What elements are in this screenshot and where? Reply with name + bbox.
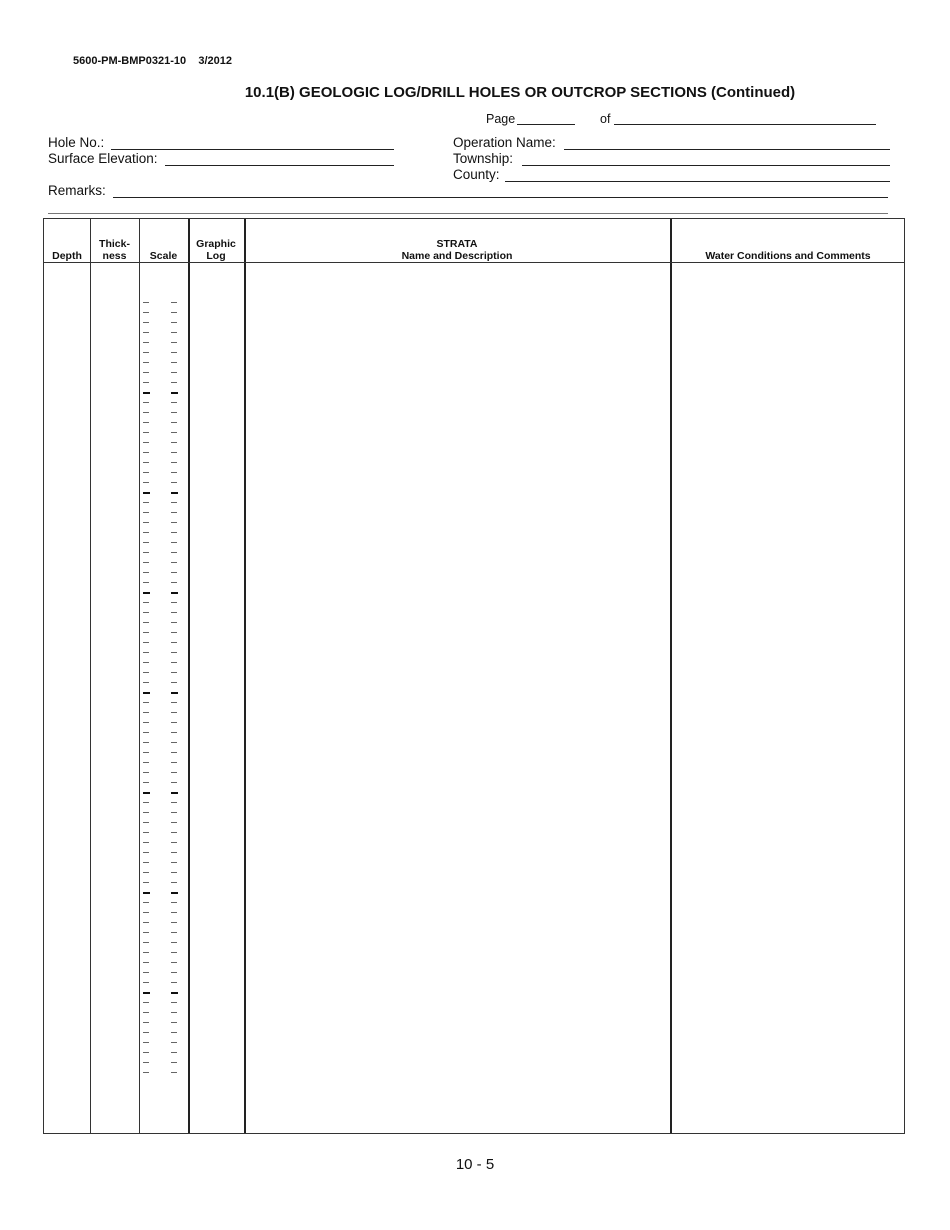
scale-tick	[143, 752, 149, 753]
scale-tick	[143, 502, 149, 503]
scale-tick	[143, 1012, 149, 1013]
scale-tick	[143, 392, 150, 394]
scale-tick	[143, 932, 149, 933]
scale-tick	[171, 662, 177, 663]
column-header-thickness	[90, 238, 139, 262]
scale-tick	[143, 412, 149, 413]
header-line-2: Log	[206, 250, 226, 262]
scale-tick	[171, 462, 177, 463]
header-line-2: ness	[102, 250, 127, 262]
scale-tick	[143, 562, 149, 563]
scale-tick	[143, 1022, 149, 1023]
column-divider	[139, 219, 140, 1133]
scale-tick	[171, 912, 177, 913]
column-divider	[188, 219, 190, 1133]
scale-tick	[143, 1032, 149, 1033]
scale-tick	[171, 742, 177, 743]
scale-tick	[171, 572, 177, 573]
scale-tick	[171, 902, 177, 903]
scale-tick	[171, 342, 177, 343]
scale-tick	[143, 482, 149, 483]
scale-tick	[143, 462, 149, 463]
scale-tick	[171, 792, 178, 794]
of-field[interactable]	[614, 111, 876, 125]
scale-tick	[171, 762, 177, 763]
scale-tick	[171, 452, 177, 453]
scale-tick	[171, 862, 177, 863]
scale-tick	[171, 362, 177, 363]
scale-tick	[143, 592, 150, 594]
scale-tick	[171, 882, 177, 883]
scale-tick	[171, 432, 177, 433]
scale-tick	[171, 682, 177, 683]
scale-tick	[143, 812, 149, 813]
scale-tick	[171, 392, 178, 394]
column-divider	[670, 219, 672, 1133]
scale-tick	[171, 1002, 177, 1003]
scale-tick	[143, 522, 149, 523]
scale-tick	[143, 332, 149, 333]
column-divider	[90, 219, 91, 1133]
scale-tick	[143, 902, 149, 903]
scale-tick	[171, 382, 177, 383]
scale-tick	[171, 622, 177, 623]
scale-tick	[171, 1022, 177, 1023]
scale-tick	[171, 942, 177, 943]
of-label: of	[600, 112, 611, 126]
scale-tick	[171, 722, 177, 723]
surface-elevation-field[interactable]	[165, 151, 394, 166]
county-field[interactable]	[505, 167, 890, 182]
scale-tick	[143, 882, 149, 883]
header-line-1: STRATA	[436, 238, 478, 250]
scale-tick	[143, 772, 149, 773]
scale-tick	[143, 702, 149, 703]
township-field[interactable]	[522, 151, 890, 166]
scale-tick	[171, 872, 177, 873]
scale-tick	[143, 542, 149, 543]
scale-tick	[143, 342, 149, 343]
scale-tick	[171, 672, 177, 673]
scale-tick	[143, 952, 149, 953]
scale-tick	[143, 612, 149, 613]
scale-tick	[171, 512, 177, 513]
scale-tick	[171, 442, 177, 443]
scale-tick	[171, 472, 177, 473]
scale-tick	[171, 312, 177, 313]
scale-tick	[171, 692, 178, 694]
column-header-strata	[244, 238, 670, 262]
column-header-graphic-log	[188, 238, 244, 262]
header-line-1	[44, 238, 90, 250]
township-label: Township:	[453, 151, 514, 166]
scale-tick	[143, 732, 149, 733]
scale-tick	[171, 982, 177, 983]
scale-tick	[143, 992, 150, 994]
scale-tick	[143, 1042, 149, 1043]
scale-tick	[143, 432, 149, 433]
scale-tick	[171, 1062, 177, 1063]
scale-tick	[171, 632, 177, 633]
scale-tick	[143, 662, 149, 663]
scale-tick	[143, 962, 149, 963]
scale-tick	[171, 962, 177, 963]
scale-tick	[171, 842, 177, 843]
scale-tick	[143, 472, 149, 473]
scale-tick	[143, 692, 150, 694]
scale-tick	[171, 732, 177, 733]
scale-tick	[171, 592, 178, 594]
scale-tick	[143, 672, 149, 673]
scale-tick	[143, 422, 149, 423]
scale-tick	[143, 512, 149, 513]
operation-name-label: Operation Name:	[453, 135, 556, 150]
scale-tick	[143, 682, 149, 683]
column-header-scale	[139, 238, 188, 262]
scale-tick	[171, 702, 177, 703]
scale-tick	[143, 1062, 149, 1063]
scale-tick	[171, 412, 177, 413]
scale-tick	[143, 302, 149, 303]
scale-tick	[143, 872, 149, 873]
scale-tick	[143, 362, 149, 363]
column-divider	[244, 219, 246, 1133]
form-title: 10.1(B) GEOLOGIC LOG/DRILL HOLES OR OUTCROP SECTIONS (Continued)	[244, 84, 796, 101]
page-field[interactable]	[517, 111, 575, 125]
scale-tick	[143, 372, 149, 373]
scale-tick	[143, 622, 149, 623]
header-line-2: Name and Description	[401, 250, 513, 262]
county-label: County:	[453, 167, 500, 182]
scale-tick	[171, 492, 178, 494]
operation-name-field[interactable]	[564, 135, 890, 150]
remarks-field-line-2[interactable]	[48, 213, 888, 214]
scale-tick	[171, 642, 177, 643]
header-row-divider	[44, 262, 904, 263]
scale-tick	[143, 762, 149, 763]
scale-tick	[143, 852, 149, 853]
scale-tick	[143, 452, 149, 453]
scale-tick	[143, 322, 149, 323]
header-line-1	[139, 238, 188, 250]
scale-tick	[171, 402, 177, 403]
remarks-field-line-1[interactable]	[113, 183, 888, 198]
column-header-depth	[44, 238, 90, 262]
scale-tick	[171, 932, 177, 933]
scale-tick	[143, 862, 149, 863]
scale-tick	[171, 852, 177, 853]
scale-tick	[171, 1052, 177, 1053]
scale-tick	[143, 942, 149, 943]
scale-tick	[143, 1072, 149, 1073]
scale-tick	[143, 312, 149, 313]
scale-tick	[171, 782, 177, 783]
scale-tick	[171, 1012, 177, 1013]
hole-no-field[interactable]	[111, 135, 394, 150]
form-id: 5600-PM-BMP0321-10 3/2012	[73, 55, 232, 67]
scale-tick	[171, 802, 177, 803]
scale-tick	[143, 352, 149, 353]
scale-tick	[171, 482, 177, 483]
scale-tick	[143, 712, 149, 713]
scale-tick	[143, 782, 149, 783]
scale-tick	[143, 982, 149, 983]
scale-tick	[171, 972, 177, 973]
scale-tick	[171, 772, 177, 773]
scale-tick	[171, 542, 177, 543]
scale-tick	[143, 582, 149, 583]
scale-tick	[143, 632, 149, 633]
scale-tick	[143, 722, 149, 723]
page-label: Page	[486, 112, 516, 126]
scale-tick	[143, 642, 149, 643]
scale-tick	[143, 402, 149, 403]
scale-tick	[143, 832, 149, 833]
scale-tick	[171, 822, 177, 823]
scale-tick	[171, 952, 177, 953]
scale-tick	[171, 302, 177, 303]
header-line-1	[670, 238, 906, 250]
scale-tick	[171, 422, 177, 423]
header-line-1: Thick-	[99, 238, 130, 250]
scale-tick	[171, 552, 177, 553]
scale-tick	[171, 582, 177, 583]
scale-tick	[171, 332, 177, 333]
header-line-2: Depth	[52, 250, 82, 262]
scale-tick	[143, 602, 149, 603]
scale-tick	[143, 742, 149, 743]
scale-tick	[143, 1052, 149, 1053]
scale-tick	[171, 322, 177, 323]
scale-tick	[171, 812, 177, 813]
scale-tick	[171, 372, 177, 373]
scale-tick	[171, 832, 177, 833]
scale-tick	[143, 492, 150, 494]
scale-tick	[143, 792, 150, 794]
scale-tick	[171, 892, 178, 894]
header-line-2: Water Conditions and Comments	[705, 250, 871, 262]
scale-tick	[171, 502, 177, 503]
header-line-1: Graphic	[196, 238, 236, 250]
remarks-label: Remarks:	[48, 183, 106, 198]
scale-tick	[171, 922, 177, 923]
scale-tick	[171, 992, 178, 994]
scale-tick	[143, 822, 149, 823]
scale-tick	[143, 912, 149, 913]
hole-no-label: Hole No.:	[48, 135, 105, 150]
scale-tick	[143, 652, 149, 653]
scale-tick	[171, 652, 177, 653]
scale-tick	[171, 352, 177, 353]
scale-tick	[143, 552, 149, 553]
scale-tick	[143, 972, 149, 973]
geologic-log-table	[43, 218, 905, 1134]
header-line-2: Scale	[149, 250, 178, 262]
scale-tick	[143, 532, 149, 533]
scale-tick	[171, 602, 177, 603]
page-number: 10 - 5	[455, 1156, 495, 1173]
scale-tick	[143, 802, 149, 803]
scale-tick	[143, 1002, 149, 1003]
scale-tick	[143, 572, 149, 573]
scale-tick	[143, 382, 149, 383]
scale-tick	[171, 532, 177, 533]
scale-tick	[143, 892, 150, 894]
scale-tick	[171, 1042, 177, 1043]
scale-tick	[171, 522, 177, 523]
scale-tick	[143, 442, 149, 443]
scale-tick	[143, 922, 149, 923]
surface-elevation-label: Surface Elevation:	[48, 151, 158, 166]
scale-tick	[171, 1072, 177, 1073]
column-header-water-conditions	[670, 238, 906, 262]
scale-tick	[171, 752, 177, 753]
scale-tick	[171, 612, 177, 613]
scale-tick	[171, 562, 177, 563]
scale-tick	[171, 712, 177, 713]
scale-tick	[143, 842, 149, 843]
scale-tick	[171, 1032, 177, 1033]
